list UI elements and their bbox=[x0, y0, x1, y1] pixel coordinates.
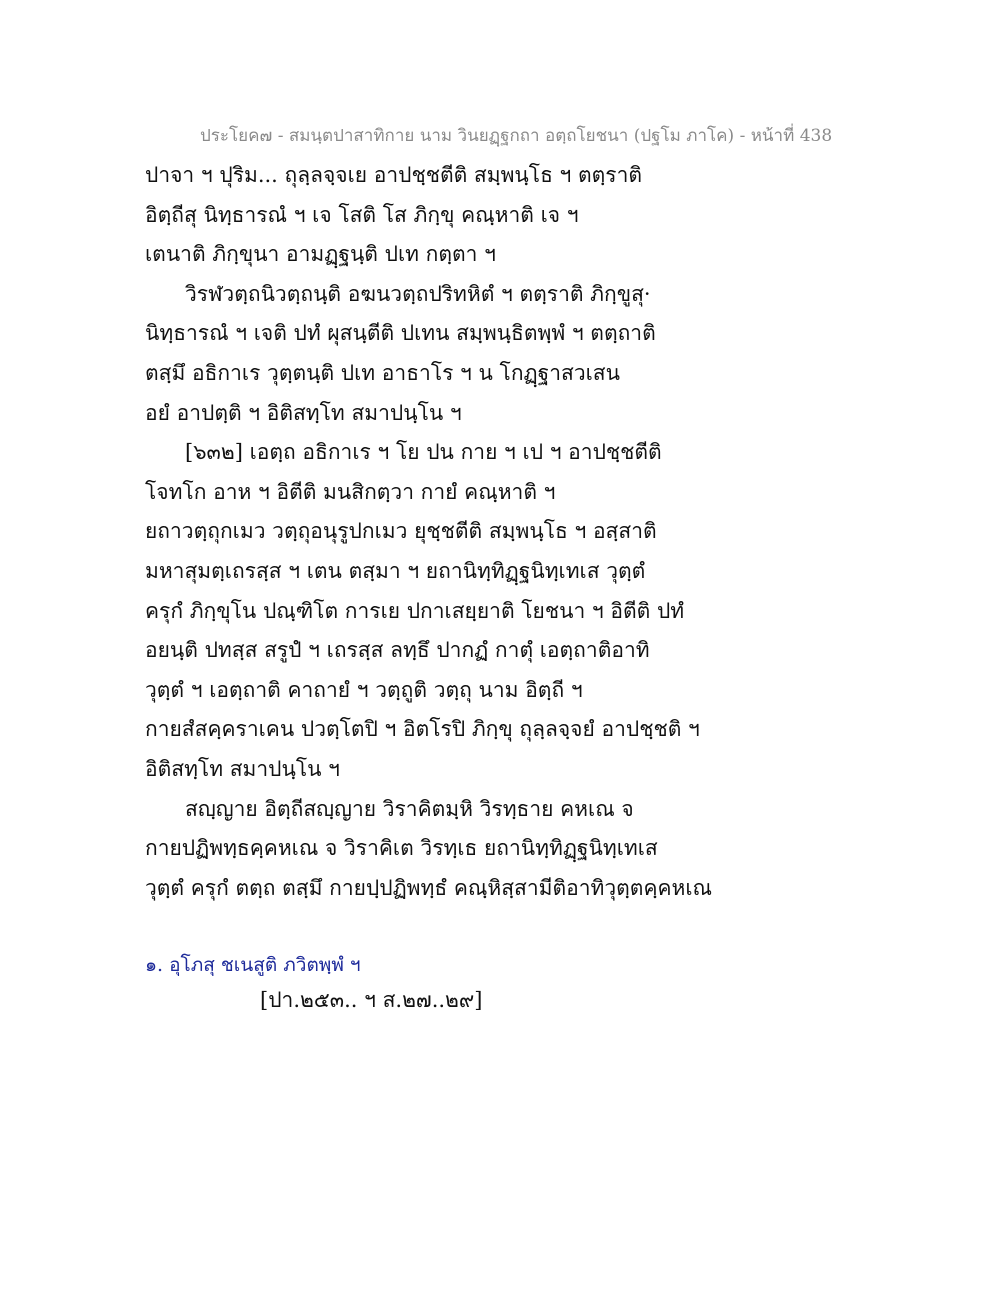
text-line: กายสํสคฺคราเคน ปวตฺโตปิ ฯ อิตโรปิ ภิกฺขุ ถุลฺลจฺจยํ อาปชฺชติ ฯ bbox=[145, 717, 700, 742]
text-line: เตนาติ ภิกฺขุนา อามฏฺฐนฺติ ปเท กตฺตา ฯ bbox=[145, 242, 496, 267]
text-line: ยถาวตฺถุกเมว วตฺถุอนุรูปกเมว ยุชฺชตีติ สมฺพนฺโธ ฯ อสฺสาติ bbox=[145, 519, 657, 544]
text-line: [๖๓๒] เอตฺถ อธิกาเร ฯ โย ปน กาย ฯ เป ฯ อาปชฺชตีติ bbox=[185, 440, 662, 465]
text-line: วุตฺตํ ครุกํ ตตฺถ ตสฺมึ กายปฺปฏิพทฺธํ คณฺหิสฺสามีติอาทิวุตฺตคฺคหเณ bbox=[145, 875, 713, 900]
text-line: อยํ อาปตฺติ ฯ อิติสทฺโท สมาปนฺโน ฯ bbox=[145, 400, 462, 425]
text-line: ครุกํ ภิกฺขุโน ปณฺฑิโต การเย ปกาเสยฺยาติ โยชนา ฯ อิตีติ ปทํ bbox=[145, 598, 685, 623]
text-line: ตสฺมึ อธิกาเร วุตฺตนฺติ ปเท อาธาโร ฯ น โกฏฺฐาสวเสน bbox=[145, 360, 620, 385]
text-line: อยนฺติ ปทสฺส สรูปํ ฯ เถรสฺส ลทฺธึ ปากฏํ กาตุํ เอตฺถาติอาทิ bbox=[145, 638, 650, 663]
text-line: กายปฏิพทฺธคฺคหเณ จ วิราคิเต วิรทฺเธ ยถานิทฺทิฏฺฐนิทฺเทเส bbox=[145, 836, 658, 861]
text-line: นิทฺธารณํ ฯ เจติ ปทํ ผุสนฺตีติ ปเทน สมฺพนฺธิตพฺพํ ฯ ตตฺถาติ bbox=[145, 321, 656, 346]
text-line: โจทโก อาห ฯ อิตีติ มนสิกตฺวา กายํ คณฺหาติ ฯ bbox=[145, 479, 556, 504]
text-line: สญฺญาย อิตฺถีสญฺญาย วิราคิตมฺหิ วิรทฺธาย คหเณ จ bbox=[185, 796, 634, 821]
text-line: มหาสุมตฺเถรสฺส ฯ เตน ตสฺมา ฯ ยถานิทฺทิฏฺฐนิทฺเทเส วุตฺตํ bbox=[145, 558, 646, 583]
text-line: ปาจา ฯ ปุริม... ถุลฺลจฺจเย อาปชฺชตีติ สมฺพนฺโธ ฯ ตตฺราติ bbox=[145, 163, 643, 187]
footnote: ๑. อุโภสุ ชเนสูติ ภวิตพฺพํ ฯ bbox=[145, 954, 361, 976]
body-text bbox=[145, 156, 945, 908]
text-line: วิรฬวตฺถนิวตฺถนฺติ อฆนวตฺถปริทหิตํ ฯ ตตฺราติ ภิกฺขูสุ· bbox=[185, 281, 651, 306]
page-header: ประโยค๗ - สมนฺตปาสาทิกาย นาม วินยฏฺฐกถา อตฺถโยชนา (ปฐโม ภาโค) - หน้าที่ 438 bbox=[200, 126, 833, 146]
page-reference: [ปา.๒๕๓.. ฯ ส.๒๗..๒๙] bbox=[260, 988, 483, 1012]
text-line: อิตฺถีสุ นิทฺธารณํ ฯ เจ โสติ โส ภิกฺขุ คณฺหาติ เจ ฯ bbox=[145, 202, 579, 227]
text-line: อิติสทฺโท สมาปนฺโน ฯ bbox=[145, 756, 340, 781]
text-line: วุตฺตํ ฯ เอตฺถาติ คาถายํ ฯ วตฺถูติ วตฺถุ นาม อิตฺถี ฯ bbox=[145, 677, 583, 702]
